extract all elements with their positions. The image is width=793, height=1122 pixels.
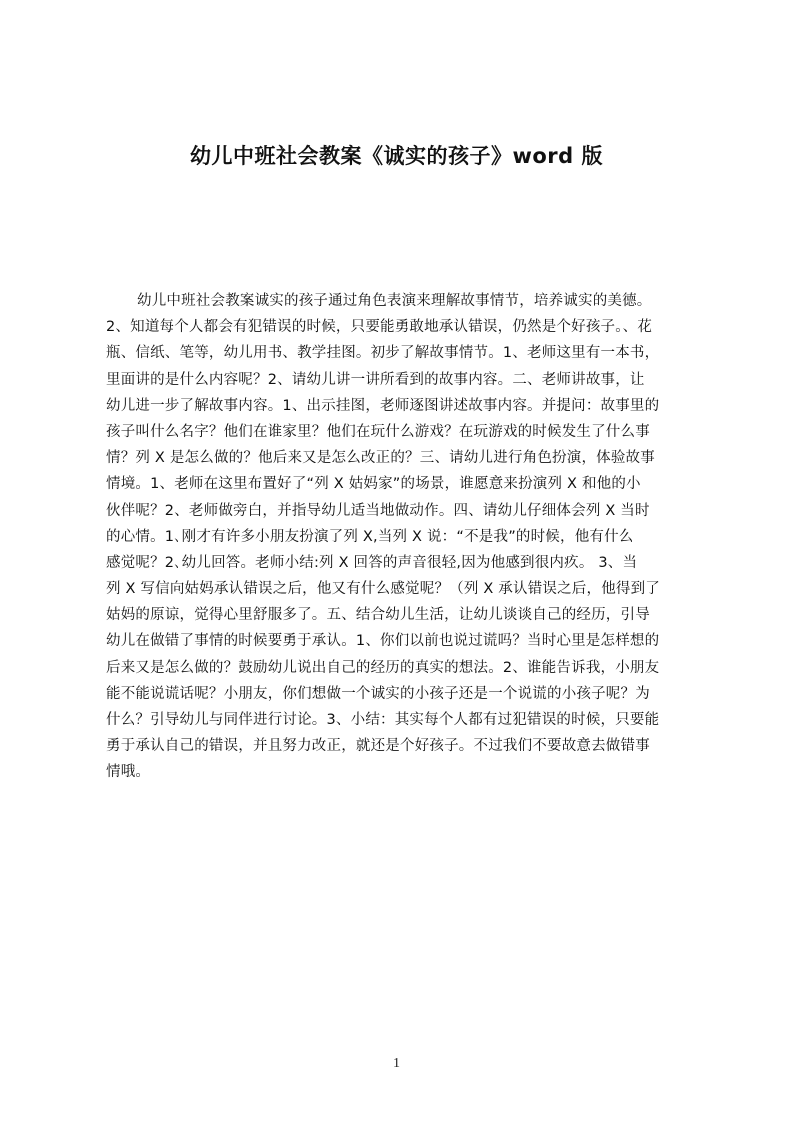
paragraph-line: 的心情。1､刚才有许多小朋友扮演了列 X,当列 X 说：“不是我”的时候，他有什么	[106, 528, 634, 545]
paragraph-line: 后来又是怎么做的？鼓励幼儿说出自己的经历的真实的想法。2、谁能告诉我，小朋友	[106, 659, 660, 676]
paragraph-line: 2、知道每个人都会有犯错误的时候，只要能勇敢地承认错误，仍然是个好孩子。、花	[106, 319, 653, 336]
paragraph-line: 感觉呢？2､幼儿回答。老师小结:列 X 回答的声音很轻,因为他感到很内疚。 3、当	[106, 554, 638, 571]
paragraph-line: 勇于承认自己的错误，并且努力改正，就还是个好孩子。不过我们不要故意去做错事	[106, 738, 650, 755]
document-title: 幼儿中班社会教案《诚实的孩子》word 版	[189, 144, 604, 168]
page-number: 1	[393, 1056, 400, 1071]
paragraph-line: 瓶、信纸、笔等，幼儿用书、教学挂图。初步了解故事情节。1、老师这里有一本书，	[106, 345, 660, 362]
paragraph-line: 姑妈的原谅，觉得心里舒服多了。五、结合幼儿生活，让幼儿谈谈自己的经历，引导	[106, 607, 650, 624]
paragraph-line: 能不能说谎话呢？小朋友，你们想做一个诚实的小孩子还是一个说谎的小孩子呢？为	[106, 685, 650, 702]
paragraph-line: 幼儿中班社会教案诚实的孩子通过角色表演来理解故事情节，培养诚实的美德。	[137, 293, 652, 309]
paragraph-line: 伙伴呢？2、老师做旁白，并指导幼儿适当地做动作。四、请幼儿仔细体会列 X 当时	[106, 502, 650, 519]
paragraph-line: 列 X 写信向姑妈承认错误之后，他又有什么感觉呢？（列 X 承认错误之后，他得到了	[106, 581, 660, 598]
paragraph-line: 幼儿在做错了事情的时候要勇于承认。1、你们以前也说过谎吗？当时心里是怎样想的	[106, 633, 660, 650]
paragraph-line: 什么？引导幼儿与同伴进行讨论。3、小结：其实每个人都有过犯错误的时候，只要能	[106, 712, 660, 728]
paragraph-line: 里面讲的是什么内容呢？2、请幼儿讲一讲所看到的故事内容。二、老师讲故事，让	[106, 371, 645, 388]
paragraph-line: 孩子叫什么名字？他们在谁家里？他们在玩什么游戏？在玩游戏的时候发生了什么事	[106, 423, 650, 440]
paragraph-line: 情？列 X 是怎么做的？他后来又是怎么改正的？三、请幼儿进行角色扮演，体验故事	[106, 450, 655, 467]
paragraph-line: 幼儿进一步了解故事内容。1、出示挂图，老师逐图讲述故事内容。并提问：故事里的	[106, 397, 660, 414]
body-text	[106, 288, 698, 786]
paragraph-line: 情境。1、老师在这里布置好了“列 X 姑妈家”的场景，谁愿意来扮演列 X 和他的小	[106, 476, 641, 493]
paragraph-line: 情哦。	[106, 764, 151, 781]
